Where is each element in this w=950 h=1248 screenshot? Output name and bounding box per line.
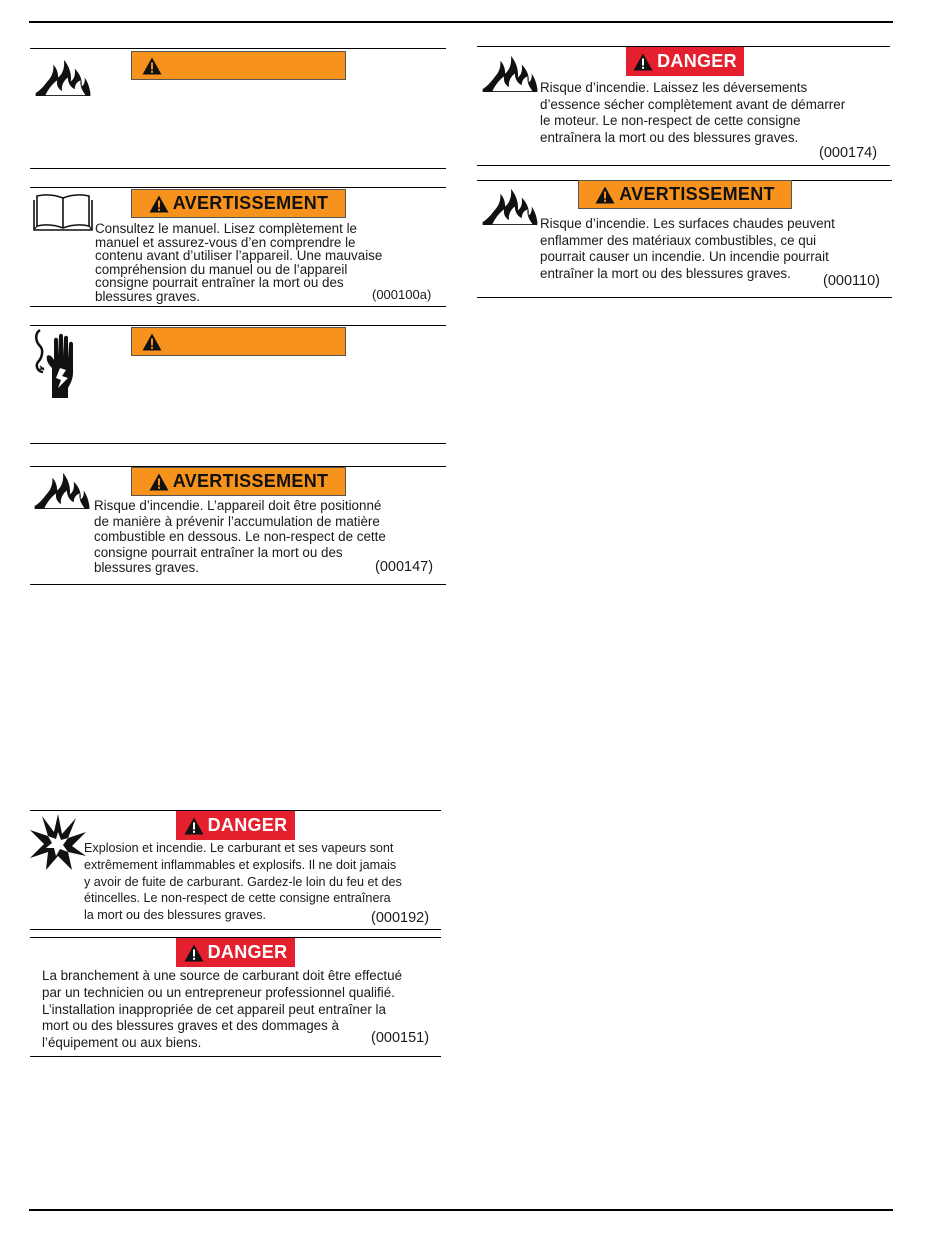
signal-word: AVERTISSEMENT [172, 193, 329, 213]
warning-banner [131, 327, 346, 356]
explosion-icon [28, 812, 88, 872]
text-line: le moteur. Le non-respect de cette consigne [540, 113, 801, 129]
text-line: de manière à prévenir l’accumulation de matière [94, 513, 380, 529]
text-line: consigne pourrait entraîner la mort ou des [95, 275, 344, 290]
text-line: par un technicien ou un entrepreneur professionnel qualifié. [42, 984, 395, 1000]
text-line: La branchement à une source de carburant doit être effectué [42, 968, 403, 983]
text-line: entraîner la mort ou des blessures graves. [540, 265, 791, 281]
text-line: extrêmement inflammables et explosifs. Il ne doit jamais [84, 857, 397, 872]
text-line: Risque d’incendie. Les surfaces chaudes peuvent [540, 216, 835, 231]
text-line: blessures graves. [94, 560, 199, 575]
signal-word: DANGER [657, 51, 737, 71]
reference-code: (000110) [823, 273, 880, 289]
manual-book-icon [32, 192, 94, 232]
signal-word: DANGER [207, 942, 288, 962]
section-rule [30, 187, 446, 188]
section-rule [477, 297, 892, 298]
danger-banner [626, 47, 744, 76]
signal-word: AVERTISSEMENT [172, 471, 329, 491]
text-line: Risque d’incendie. Laissez les déversements [540, 80, 808, 95]
section-rule [30, 443, 446, 444]
text-line: compréhension du manuel ou de l’appareil [95, 261, 348, 277]
fire-icon [479, 50, 541, 94]
fire-icon [479, 183, 541, 227]
text-line: manuel et assurez-vous d’en comprendre le [95, 234, 356, 250]
warning-banner [131, 51, 346, 80]
reference-code: (000147) [375, 559, 434, 575]
section-rule [30, 929, 441, 930]
section-rule [30, 325, 446, 326]
electric-shock-hand-icon [30, 328, 92, 400]
signal-word: DANGER [207, 815, 288, 835]
warning-triangle-icon [142, 57, 162, 75]
text-line: entraînera la mort ou des blessures graves. [540, 129, 799, 145]
text-line: étincelles. Le non-respect de cette consigne entraînera [84, 891, 391, 906]
reference-code: (000151) [371, 1030, 430, 1046]
text-line: d’essence sécher complètement avant de démarrer [540, 96, 846, 112]
text-line: l’équipement ou aux biens. [42, 1035, 202, 1051]
page-top-rule [29, 21, 893, 23]
text-line: Risque d’incendie. L’appareil doit être positionné [94, 498, 382, 513]
avertissement-banner [578, 180, 792, 209]
reference-code: (000174) [819, 145, 878, 161]
text-line: enflammer des matériaux combustibles, ce qui [540, 232, 817, 248]
danger-banner [176, 938, 295, 967]
section-rule [30, 1056, 441, 1057]
warning-triangle-icon [633, 53, 653, 71]
text-line: L’installation inappropriée de cet appareil peut entraîner la [42, 1001, 386, 1017]
text-line: la mort ou des blessures graves. [84, 908, 266, 923]
text-line: contenu avant d’utiliser l’appareil. Une mauvaise [95, 248, 383, 263]
section-rule [477, 165, 890, 166]
reference-code: (000100a) [372, 287, 432, 302]
text-line: pourrait causer un incendie. Un incendie pourrait [540, 249, 829, 265]
section-rule [30, 306, 446, 307]
text-line: blessures graves. [95, 288, 200, 304]
warning-triangle-icon [149, 195, 169, 213]
text-line: Explosion et incendie. Le carburant et ses vapeurs sont [84, 841, 394, 855]
page-bottom-rule [29, 1209, 893, 1211]
signal-word: AVERTISSEMENT [619, 184, 775, 204]
section-rule [30, 48, 446, 49]
text-line: y avoir de fuite de carburant. Gardez-le loin du feu et des [84, 874, 402, 889]
text-line: consigne pourrait entraîner la mort ou des [94, 544, 343, 560]
text-line: combustible en dessous. Le non-respect de cette [94, 529, 386, 544]
warning-triangle-icon [142, 333, 162, 351]
danger-banner [176, 811, 295, 840]
text-line: Consultez le manuel. Lisez complètement le [95, 221, 357, 236]
section-rule [30, 584, 446, 585]
reference-code: (000192) [371, 910, 430, 926]
text-line: mort ou des blessures graves et des dommages à [42, 1018, 339, 1034]
avertissement-banner [131, 189, 346, 218]
fire-icon [32, 54, 94, 98]
danger-text [540, 80, 885, 146]
avertissement-banner [131, 467, 346, 496]
fire-icon [31, 467, 93, 511]
section-rule [30, 168, 446, 169]
warning-triangle-icon [184, 817, 204, 835]
warning-triangle-icon [149, 473, 169, 491]
warning-triangle-icon [595, 186, 615, 204]
warning-triangle-icon [184, 944, 204, 962]
